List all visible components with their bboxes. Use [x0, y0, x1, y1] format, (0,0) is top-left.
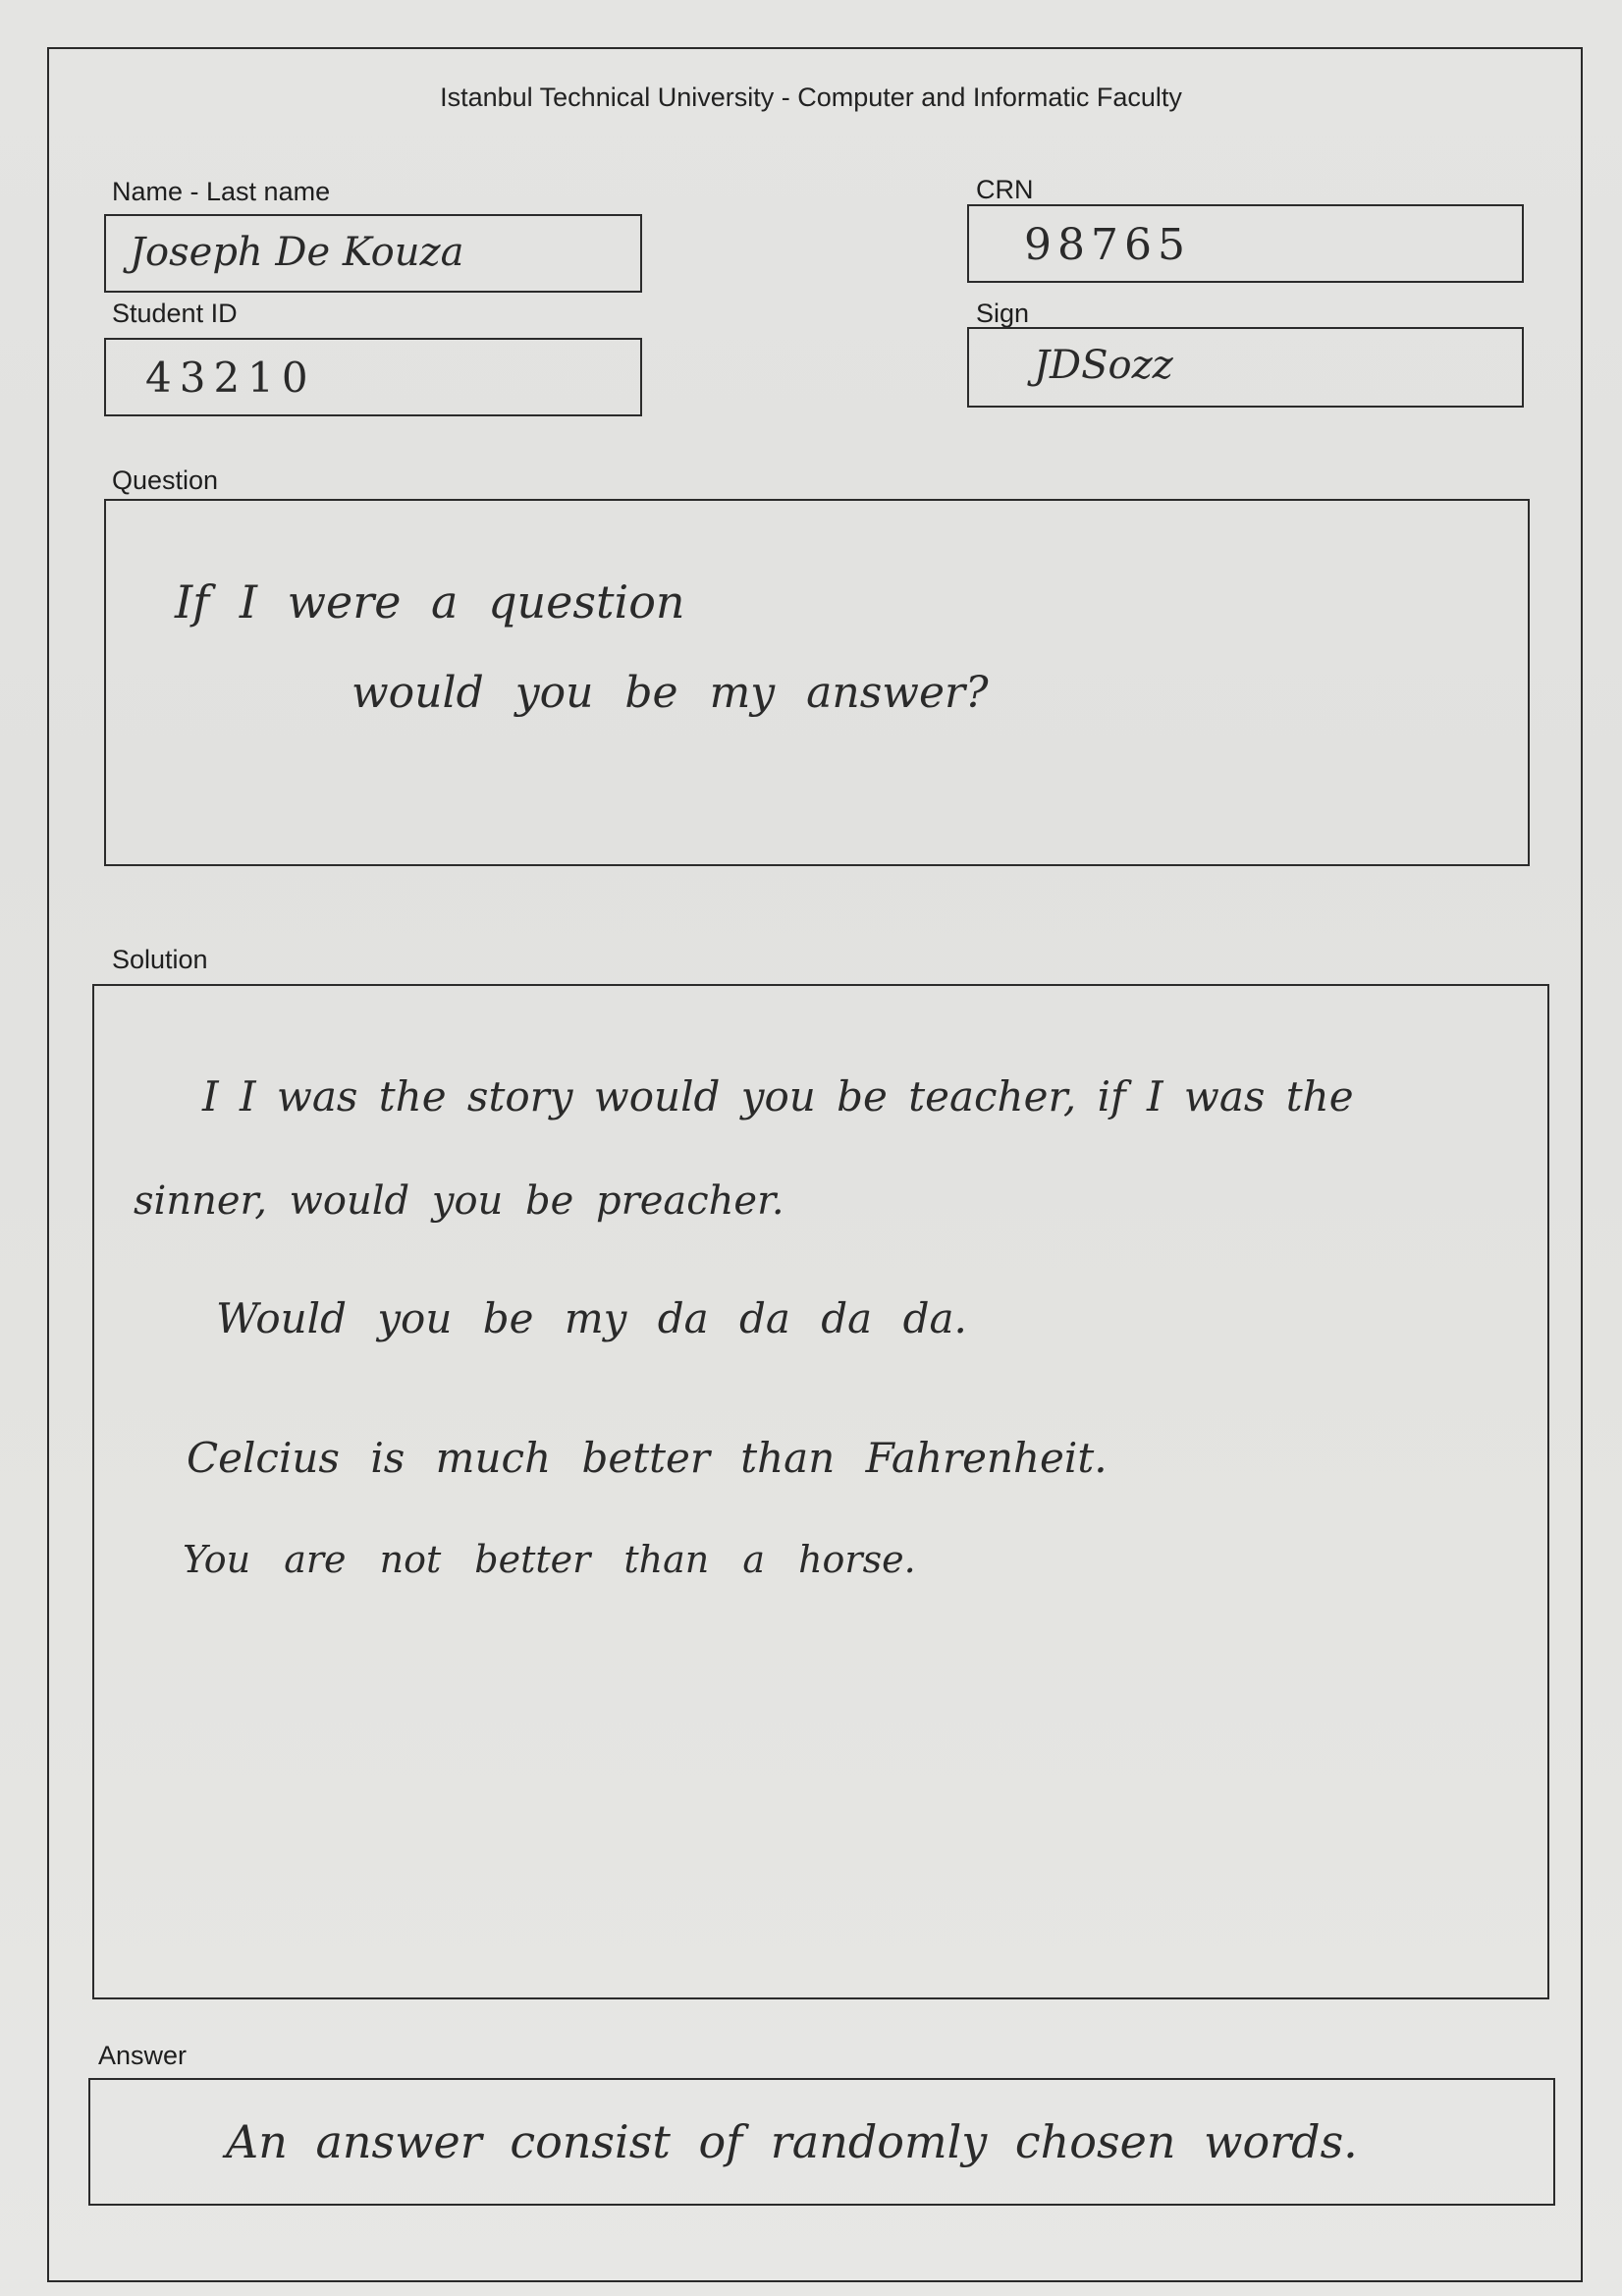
answer-text: An answer consist of randomly chosen words.	[226, 2115, 1358, 2168]
solution-label: Solution	[112, 945, 208, 974]
sign-field[interactable]	[967, 327, 1524, 408]
question-line-1: If I were a question	[175, 575, 685, 629]
crn-value: 98765	[1024, 220, 1191, 270]
crn-field[interactable]	[967, 204, 1524, 283]
solution-line-2: sinner, would you be preacher.	[134, 1178, 784, 1224]
sign-label: Sign	[976, 299, 1030, 328]
answer-label: Answer	[98, 2041, 188, 2070]
name-field[interactable]	[104, 214, 642, 293]
student-id-label: Student ID	[112, 299, 238, 328]
solution-box	[92, 984, 1549, 1999]
solution-line-5: You are not better than a horse.	[183, 1538, 916, 1581]
name-label: Name - Last name	[112, 177, 331, 206]
question-line-2: would you be my answer?	[351, 668, 989, 718]
student-id-value: 43210	[145, 354, 316, 402]
student-id-field[interactable]	[104, 338, 642, 416]
name-value: Joseph De Kouza	[130, 230, 464, 275]
solution-line-1: I I was the story would you be teacher, if I was the	[202, 1072, 1354, 1121]
question-label: Question	[112, 465, 219, 495]
crn-label: CRN	[976, 175, 1034, 204]
solution-line-3: Would you be my da da da da.	[216, 1294, 967, 1342]
question-box	[104, 499, 1530, 866]
answer-box	[88, 2078, 1555, 2206]
page-title: Istanbul Technical University - Computer and Informatic Faculty	[440, 82, 1182, 112]
signature: JDSozz	[1034, 343, 1173, 388]
solution-line-4: Celcius is much better than Fahrenheit.	[187, 1434, 1108, 1482]
